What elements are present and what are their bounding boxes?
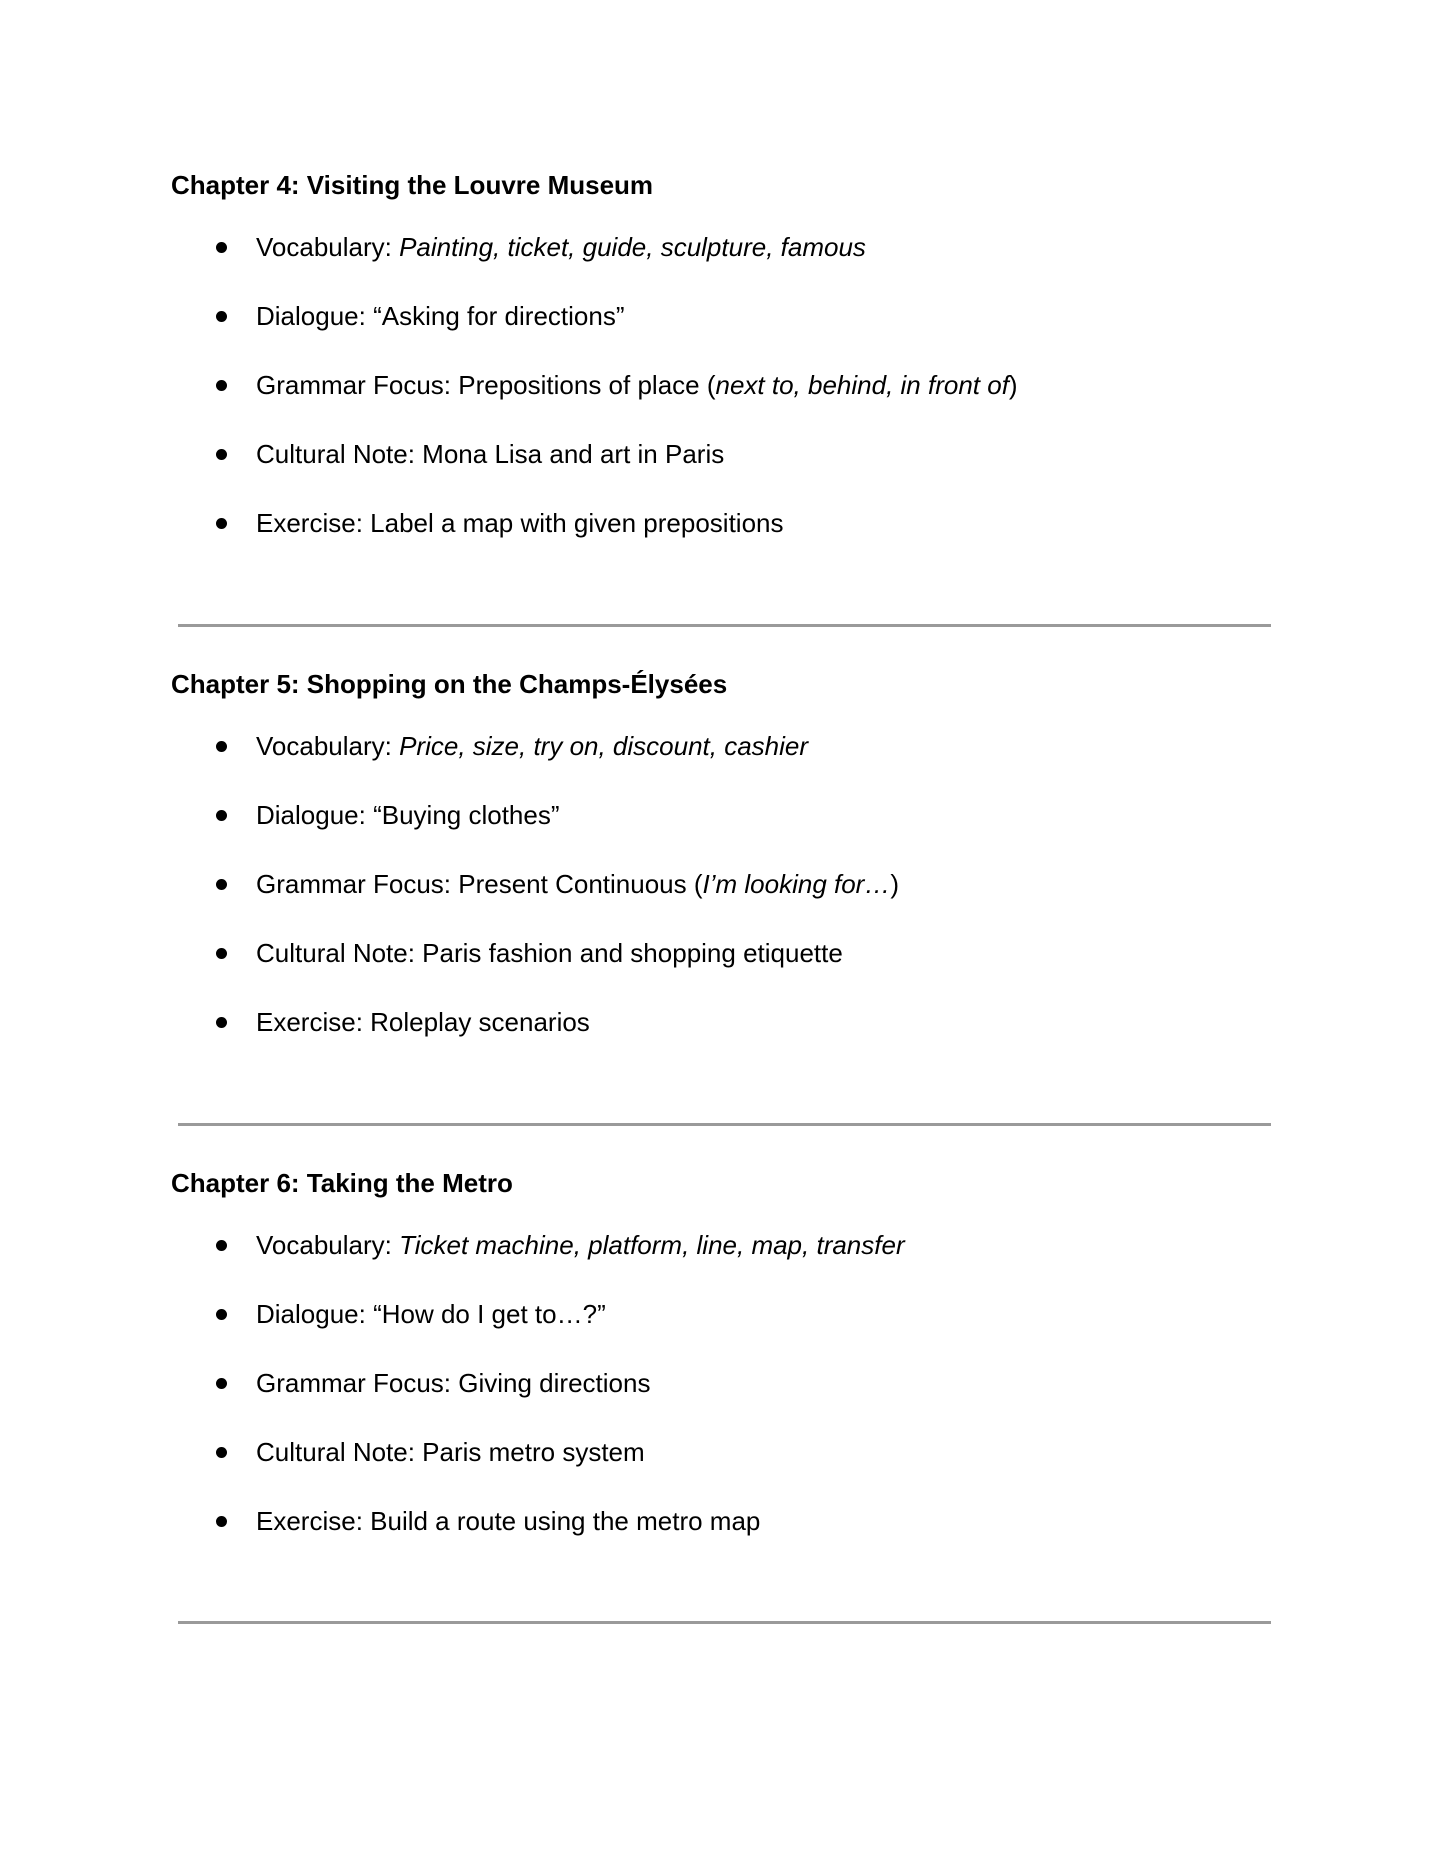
chapter-5-section <box>171 669 1271 1037</box>
bullet-icon <box>216 311 227 322</box>
dialogue-text: Dialogue: “How do I get to…?” <box>256 1299 606 1329</box>
grammar-example: next to, behind, in front of <box>715 370 1009 400</box>
vocabulary-label: Vocabulary: <box>256 731 400 761</box>
bullet-icon <box>216 1017 227 1028</box>
vocabulary-words: Price, size, try on, discount, cashier <box>399 731 809 761</box>
exercise-text: Exercise: Label a map with given prepositions <box>256 508 784 538</box>
bullet-icon <box>216 380 227 391</box>
horizontal-divider <box>178 624 1271 627</box>
bullet-icon <box>216 741 227 752</box>
chapter-4-section <box>171 170 1271 538</box>
bullet-icon <box>216 1447 227 1458</box>
horizontal-divider <box>178 1123 1271 1126</box>
chapter-6-section <box>171 1168 1271 1536</box>
bullet-icon <box>216 1309 227 1320</box>
vocabulary-words: Ticket machine, platform, line, map, transfer <box>399 1230 905 1260</box>
chapter-5-title: Chapter 5: Shopping on the Champs-Élysées <box>171 669 728 699</box>
cultural-note-text: Cultural Note: Mona Lisa and art in Paris <box>256 439 725 469</box>
chapter-6-title: Chapter 6: Taking the Metro <box>171 1168 513 1198</box>
vocabulary-label: Vocabulary: <box>256 1230 400 1260</box>
grammar-close: ) <box>890 869 900 899</box>
bullet-icon <box>216 518 227 529</box>
horizontal-divider <box>178 1621 1271 1624</box>
bullet-icon <box>216 242 227 253</box>
bullet-icon <box>216 449 227 460</box>
cultural-note-text: Cultural Note: Paris metro system <box>256 1437 645 1467</box>
grammar-label: Grammar Focus: Giving directions <box>256 1368 651 1398</box>
grammar-label: Grammar Focus: Prepositions of place ( <box>256 370 716 400</box>
vocabulary-label: Vocabulary: <box>256 232 400 262</box>
bullet-icon <box>216 1240 227 1251</box>
chapter-4-title: Chapter 4: Visiting the Louvre Museum <box>171 170 654 200</box>
cultural-note-text: Cultural Note: Paris fashion and shopping etiquette <box>256 938 843 968</box>
bullet-icon <box>216 1378 227 1389</box>
grammar-close: ) <box>1008 370 1018 400</box>
grammar-example: I’m looking for… <box>702 869 891 899</box>
bullet-icon <box>216 879 227 890</box>
exercise-text: Exercise: Roleplay scenarios <box>256 1007 590 1037</box>
grammar-label: Grammar Focus: Present Continuous ( <box>256 869 703 899</box>
dialogue-text: Dialogue: “Buying clothes” <box>256 800 560 830</box>
vocabulary-words: Painting, ticket, guide, sculpture, famous <box>399 232 866 262</box>
exercise-text: Exercise: Build a route using the metro map <box>256 1506 761 1536</box>
dialogue-text: Dialogue: “Asking for directions” <box>256 301 625 331</box>
bullet-icon <box>216 810 227 821</box>
bullet-icon <box>216 1516 227 1527</box>
bullet-icon <box>216 948 227 959</box>
